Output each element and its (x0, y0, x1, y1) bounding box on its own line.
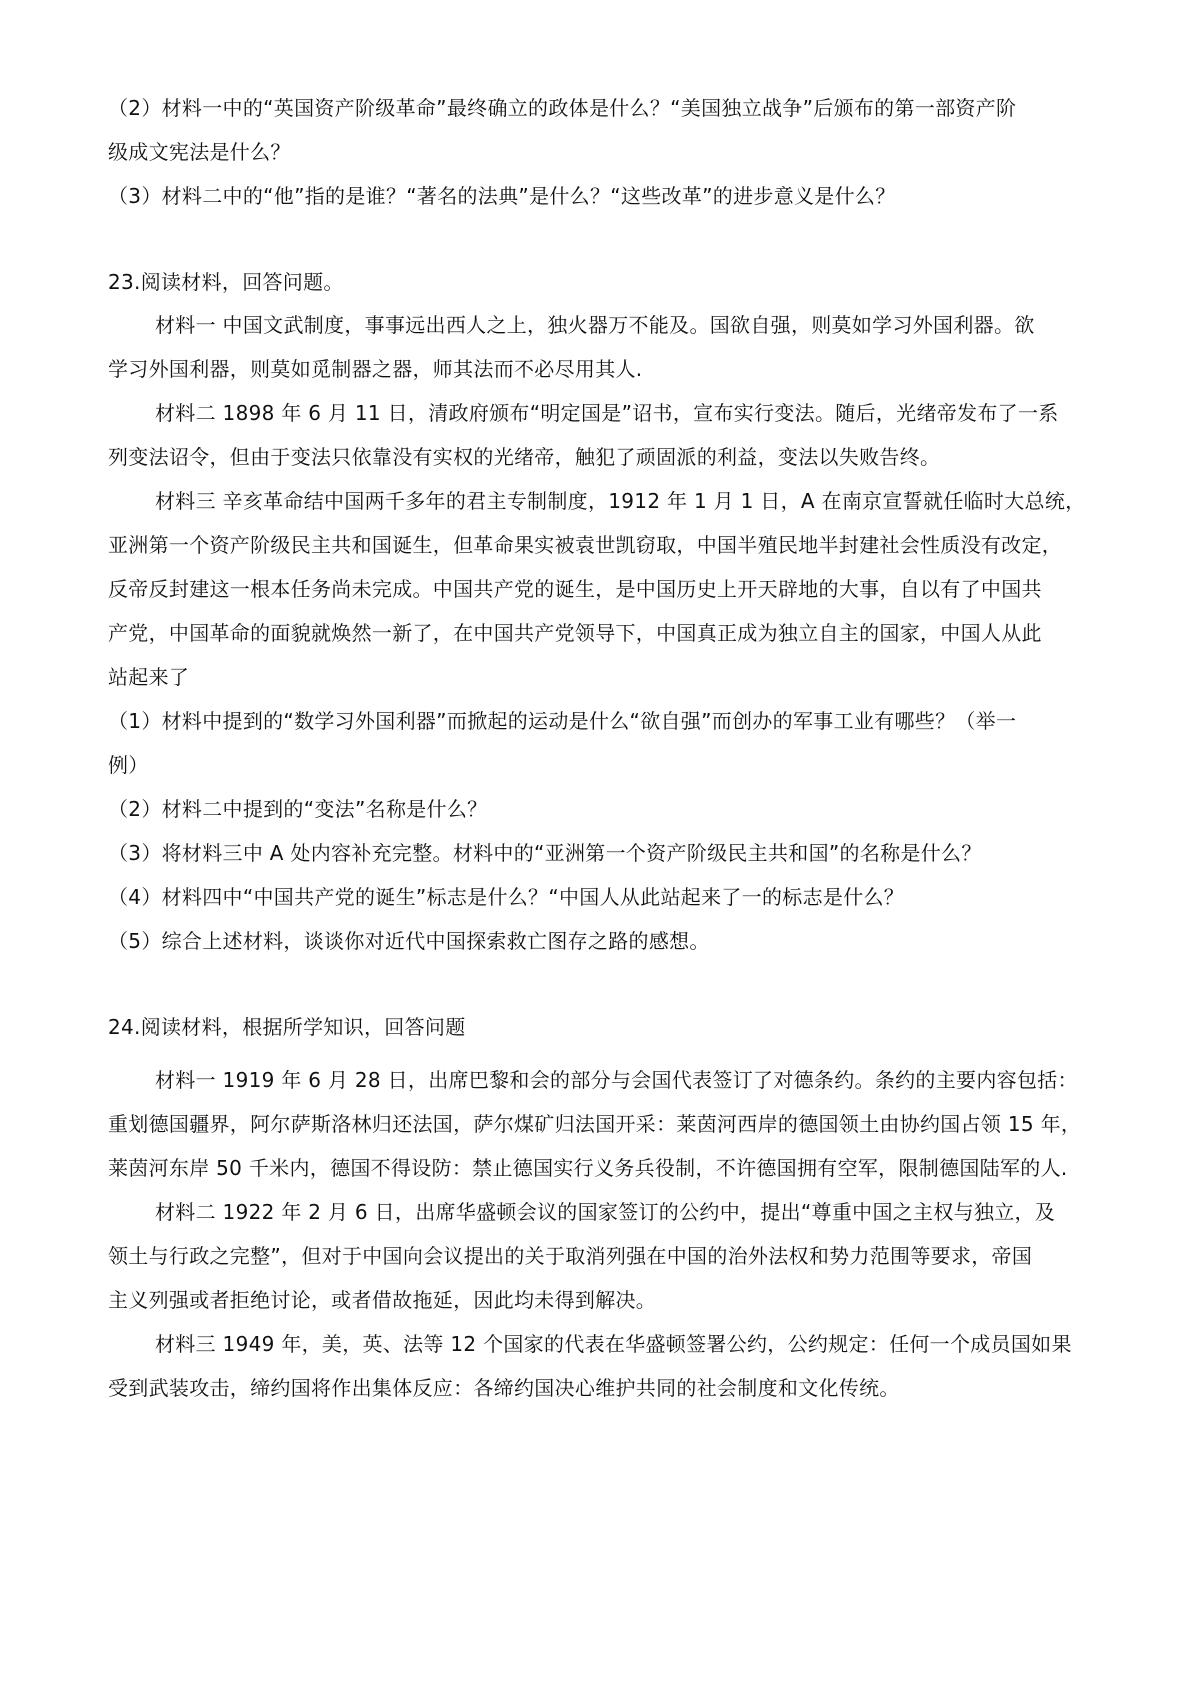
q23-material3-line2: 亚洲第一个资产阶级民主共和国诞生，但革命果实被袁世凯窃取，中国半殖民地半封建社会性质没有改定， (108, 533, 1063, 557)
q22-sub2-line2: 级成文宪法是什么？ (108, 140, 291, 164)
q23-sub1-line2: 例） (108, 753, 149, 777)
q23-sub2: （2）材料二中提到的“变法”名称是什么？ (108, 797, 488, 821)
q23-sub1-line1: （1）材料中提到的“数学习外国利器”而掀起的运动是什么“欲自强”而创办的军事工业有哪些？（举一 (108, 709, 1017, 733)
q23-material2-line1: 材料二 1898 年 6 月 11 日，清政府颁布“明定国是”诏书，宣布实行变法。随后，光绪帝发布了一系 (155, 401, 1059, 425)
q23-sub3: （3）将材料三中 A 处内容补充完整。材料中的“亚洲第一个资产阶级民主共和国”的名称是什么？ (108, 841, 982, 865)
q22-sub3: （3）材料二中的“他”指的是谁？“著名的法典”是什么？“这些改革”的进步意义是什么？ (108, 184, 896, 208)
q24-material3-line2: 受到武装攻击，缔约国将作出集体反应：各缔约国决心维护共同的社会制度和文化传统。 (108, 1376, 900, 1400)
q24-material1-line3: 莱茵河东岸 50 千米内，德国不得设防：禁止德国实行义务兵役制，不许德国拥有空军，限制德国陆军的人. (108, 1156, 1068, 1180)
q24-material2-line2: 领土与行政之完整”，但对于中国向会议提出的关于取消列强在中国的治外法权和势力范围等要求，帝国 (108, 1244, 1033, 1268)
q23-title: 23.阅读材料，回答问题。 (108, 270, 344, 294)
q24-title: 24.阅读材料，根据所学知识，回答问题 (108, 1015, 466, 1039)
q24-material2-line3: 主义列强或者拒绝讨论，或者借故拖延，因此均未得到解决。 (108, 1288, 657, 1312)
q23-material3-line3: 反帝反封建这一根本任务尚未完成。中国共产党的诞生，是中国历史上开天辟地的大事，自以有了中国共 (108, 577, 1042, 601)
q24-material1-line1: 材料一 1919 年 6 月 28 日，出席巴黎和会的部分与会国代表签订了对德条约。条约的主要内容包括： (155, 1068, 1078, 1092)
q23-sub4: （4）材料四中“中国共产党的诞生”标志是什么？“中国人从此站起来了一的标志是什么？ (108, 885, 905, 909)
q24-material2-line1: 材料二 1922 年 2 月 6 日，出席华盛顿会议的国家签订的公约中，提出“尊重中国之主权与独立，及 (155, 1200, 1056, 1224)
q24-material3-line1: 材料三 1949 年，美，英、法等 12 个国家的代表在华盛顿签署公约，公约规定：任何一个成员国如果 (155, 1332, 1072, 1356)
q22-sub2-line1: （2）材料一中的“英国资产阶级革命”最终确立的政体是什么？“美国独立战争”后颁布的第一部资产阶 (108, 96, 1017, 120)
q23-material3-line1: 材料三 辛亥革命结中国两千多年的君主专制制度，1912 年 1 月 1 日，A 在南京宣誓就任临时大总统， (155, 489, 1086, 513)
q23-material3-line5: 站起来了 (108, 665, 190, 689)
q23-sub5: （5）综合上述材料，谈谈你对近代中国探索救亡图存之路的感想。 (108, 929, 710, 953)
q24-material1-line2: 重划德国疆界，阿尔萨斯洛林归还法国，萨尔煤矿归法国开采：莱茵河西岸的德国领土由协约国占领 15 年， (108, 1112, 1082, 1136)
q23-material3-line4: 产党，中国革命的面貌就焕然一新了，在中国共产党领导下，中国真正成为独立自主的国家，中国人从此 (108, 621, 1042, 645)
q23-material2-line2: 列变法诏令，但由于变法只依靠没有实权的光绪帝，触犯了顽固派的利益，变法以失败告终。 (108, 445, 941, 469)
q23-material1-line2: 学习外国利器，则莫如觅制器之器，师其法而不必尽用其人. (108, 357, 643, 381)
q23-material1-line1: 材料一 中国文武制度，事事远出西人之上，独火器万不能及。国欲自强，则莫如学习外国利器。欲 (155, 313, 1035, 337)
